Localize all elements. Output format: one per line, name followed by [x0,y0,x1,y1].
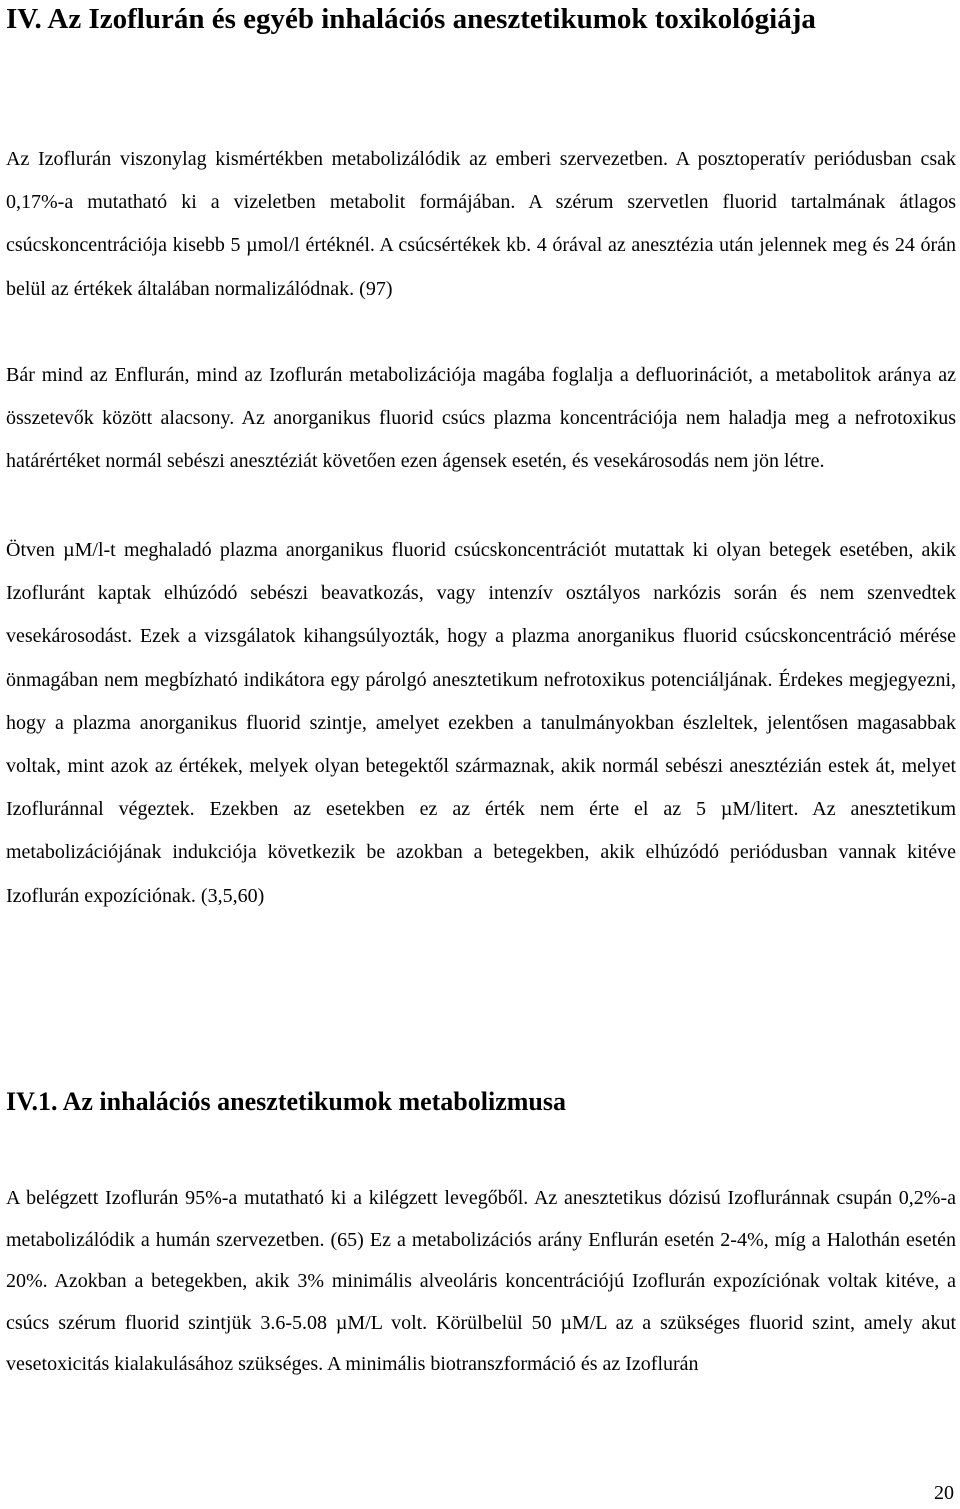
paragraph-defluorination: Bár mind az Enflurán, mind az Izoflurán metabolizációja magába foglalja a defluorinációt, a metabolitok aránya az összetevők között alacsony. Az anorganikus fluorid csúcs plazma koncentrációja nem haladja meg a nefrotoxikus határértéket normál sebészi anesztéziát követően ezen ágensek esetén, és vesekárosodás nem jön létre. [6,364,956,473]
page-number: 20 [934,1482,954,1504]
paragraph-inhalation-metabolism: A belégzett Izoflurán 95%-a mutatható ki a kilégzett levegőből. Az anesztetikus dózisú Izofluránnak csupán 0,2%-a metabolizálódik a humán szervezetben. (65) Ez a metabolizációs arány Enflurán esetén 2-4%, míg a Halothán esetén 20%. Azokban a betegekben, akik 3% minimális alveoláris koncentrációjú Izoflurán expozíciónak voltak kitéve, a csúcs szérum fluorid szintjük 3.6-5.08 µM/L volt. Körülbelül 50 µM/L az a szükséges fluorid szint, amely akut vesetoxicitás kialakulásához szükséges. A minimális biotranszformáció és az Izoflurán [6,1187,956,1376]
paragraph-fluoride-concentration: Ötven µM/l-t meghaladó plazma anorganikus fluorid csúcskoncentrációt mutattak ki olyan betegek esetében, akik Izofluránt kaptak elhúzódó sebészi beavatkozás, vagy intenzív osztályos narkózis során és nem szenvedtek vesekárosodást. Ezek a vizsgálatok kihangsúlyozták, hogy a plazma anorganikus fluorid csúcskoncentráció mérése önmagában nem megbízható indikátora egy párolgó anesztetikum nefrotoxikus potenciáljának. Érdekes megjegyezni, hogy a plazma anorganikus fluorid szintje, amelyet ezekben a tanulmányokban észleltek, jelentősen magasabbak voltak, mint azok az értékek, melyek olyan betegektől származnak, akik normál sebészi anesztézián estek át, melyet Izofluránnal végeztek. Ezekben az esetekben ez az érték nem érte el az 5 µM/litert. Az anesztetikum metabolizációjának indukciója következik be azokban a betegekben, akik elhúzódó periódusban vannak kitéve Izoflurán expozíciónak. (3,5,60) [6,539,956,907]
paragraph-metabolism-overview: Az Izoflurán viszonylag kismértékben metabolizálódik az emberi szervezetben. A posztoperatív periódusban csak 0,17%-a mutatható ki a vizeletben metabolit formájában. A szérum szervetlen fluorid tartalmának átlagos csúcskoncentrációja kisebb 5 µmol/l értéknél. A csúcsértékek kb. 4 órával az anesztézia után jelennek meg és 24 órán belül az értékek általában normalizálódnak. (97) [6,148,956,300]
section-title: IV.1. Az inhalációs anesztetikumok metabolizmusa [6,1087,566,1116]
chapter-title: IV. Az Izoflurán és egyéb inhalációs anesztetikumok toxikológiája [6,3,816,35]
